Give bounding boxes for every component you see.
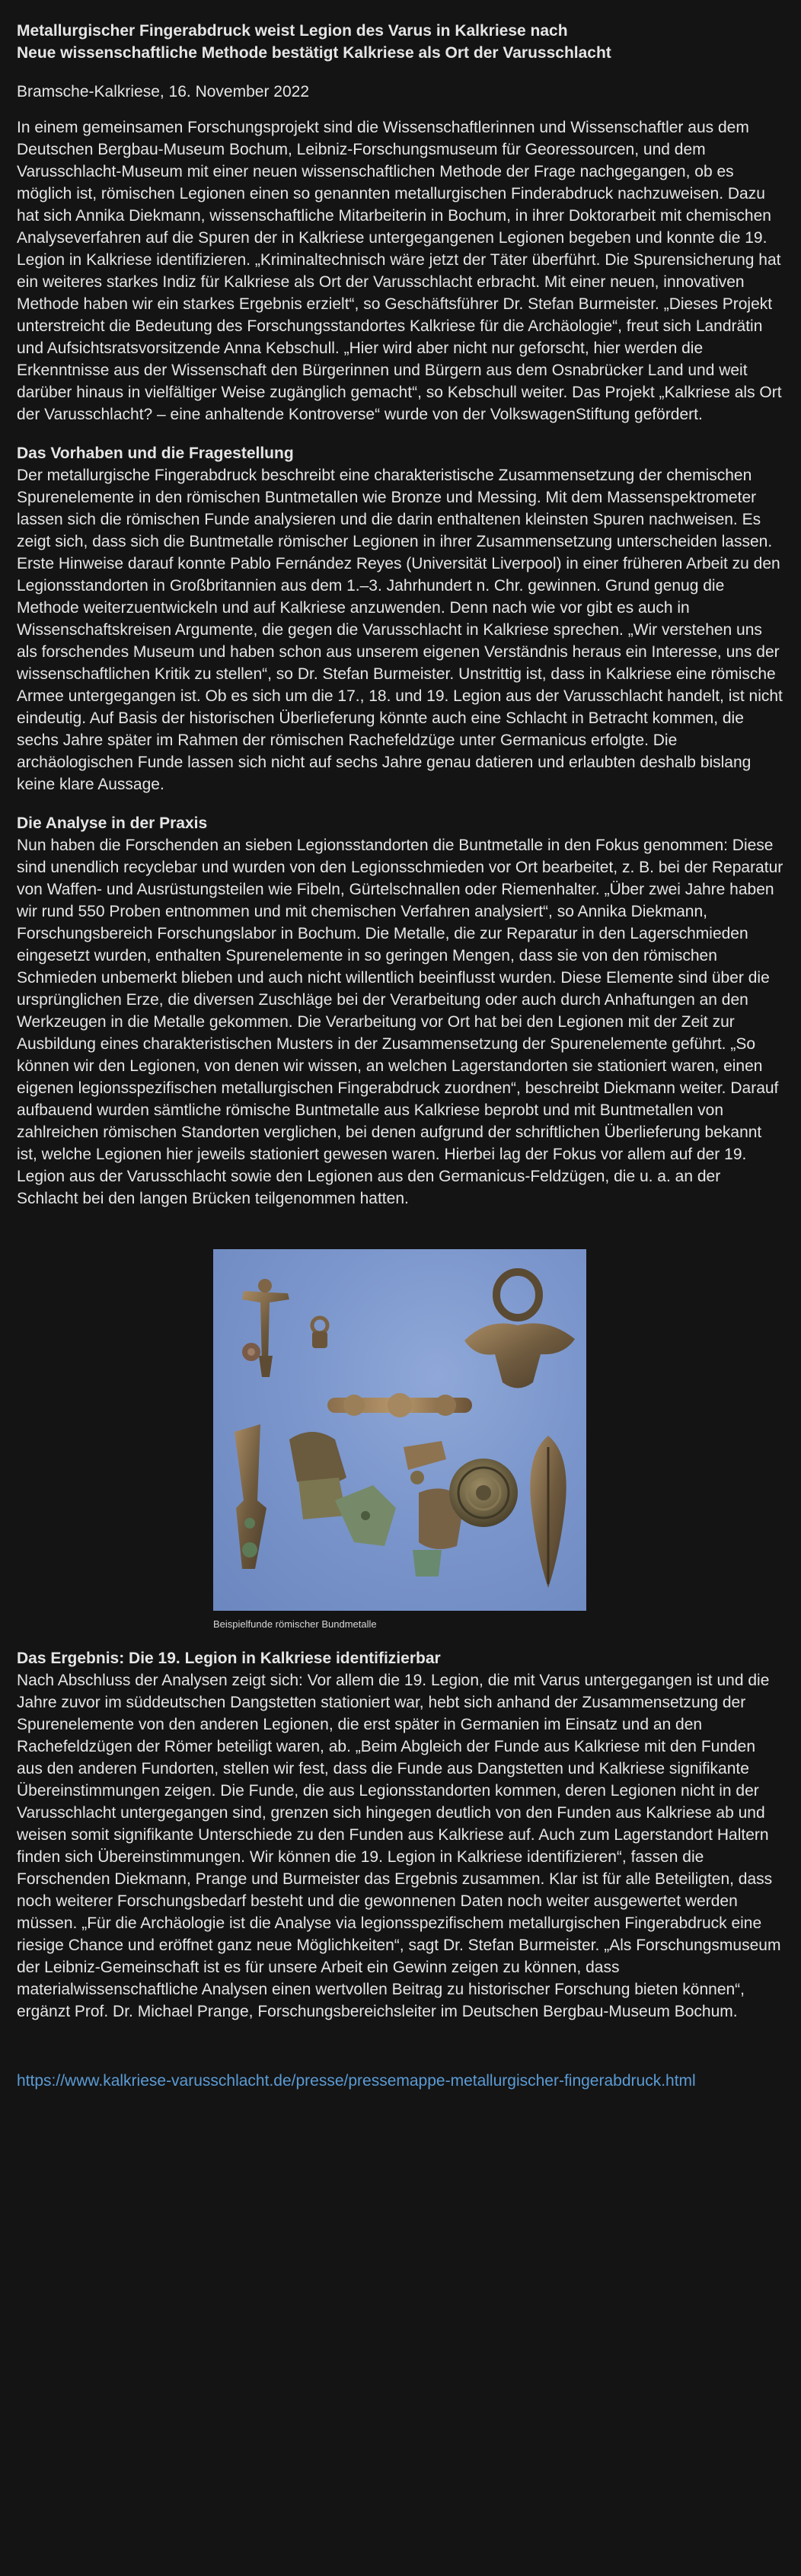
fibula-artifact xyxy=(242,1279,289,1377)
section-heading: Das Vorhaben und die Fragestellung xyxy=(17,445,294,462)
dateline: Bramsche-Kalkriese, 16. November 2022 xyxy=(17,83,310,100)
pendant-artifact xyxy=(464,1272,575,1388)
roman-bronze-artifacts-illustration xyxy=(213,1249,586,1611)
source-link[interactable]: https://www.kalkriese-varusschlacht.de/presse/pressemappe-metallurgischer-fingerabdruck.html xyxy=(17,2072,696,2090)
disc-brooch-artifact xyxy=(449,1459,518,1527)
subheadline: Neue wissenschaftliche Methode bestätigt Kalkriese als Ort der Varusschlacht xyxy=(17,44,611,62)
ring-artifact xyxy=(312,1318,327,1348)
figure-caption: Beispielfunde römischer Bundmetalle xyxy=(213,1618,377,1630)
section-paragraph: Nun haben die Forschenden an sieben Legionsstandorten die Buntmetalle in den Fokus genommen: Diese sind unendlich recyclebar und wurden von den Legionsschmieden vor Ort bearbeitet, z. B. bei der Reparatur von Waffen- und Ausrüstungsteilen wie Fibeln, Gürtelschnallen oder Riemenhalter. „Über zwei Jahre haben wir rund 550 Proben entnommen und mit chemischen Verfahren analysiert“, so Annika Diekmann, Forschungsbereich Forschungslabor in Bochum. Die Metalle, die zur Reparatur in den Lagerschmieden eingesetzt wurden, enthalten Spurenelemente in so geringen Mengen, dass sie von den römischen Schmieden unbemerkt blieben und auch nicht willentlich beeinflusst wurden. Diese Elemente sind über die ursprünglichen Erze, die diversen Zuschläge bei der Verarbeitung oder auch durch Anhaftungen an den Werkzeugen in die Metalle gekommen. Die Verarbeitung vor Ort hat bei den Legionen mit der Zeit zur Ausbildung eines charakteristischen Musters in der Zusammensetzung der Spurenelemente geführt. „So können wir den Legionen, von denen wir wissen, an welchen Lagerstandorten sie stationiert waren, einen eigenen legionsspezifischen metallurgischen Fingerabdruck zuordnen“, beschreibt Diekmann weiter. Darauf aufbauend wurden sämtliche römische Buntmetalle aus Kalkriese beprobt und mit Buntmetallen von zahlreichen römischen Standorten verglichen, bei denen aufgrund der schriftlichen Überlieferung bekannt ist, welche Legionen hier jeweils stationiert gewesen waren. Hierbei lag der Fokus vor allem auf der 19. Legion aus der Varusschlacht sowie den Legionen aus den Germanicus-Feldzügen, die u. a. an der Schlacht bei den langen Brücken teilgenommen hatten. xyxy=(17,837,783,1207)
headline: Metallurgischer Fingerabdruck weist Legion des Varus in Kalkriese nach xyxy=(17,22,568,40)
section-ergebnis xyxy=(17,1647,784,2023)
belt-plate-artifact xyxy=(335,1485,396,1546)
rosette-artifact xyxy=(242,1343,260,1361)
section-heading: Das Ergebnis: Die 19. Legion in Kalkriese identifizierbar xyxy=(17,1650,441,1667)
rivet-artifact xyxy=(404,1441,446,1484)
figure xyxy=(213,1249,586,1631)
artifact-photo xyxy=(213,1249,586,1611)
header xyxy=(17,20,784,103)
section-heading: Die Analyse in der Praxis xyxy=(17,815,208,832)
scabbard-fitting-artifact xyxy=(235,1424,266,1569)
section-paragraph: Nach Abschluss der Analysen zeigt sich: Vor allem die 19. Legion, die mit Varus untergegangen ist und die Jahre zuvor im süddeutschen Dangstetten stationiert war, hebt sich anhand der Zusammensetzung der Spurenelemente von den anderen Legionen, die erst später in Germanien im Einsatz und an den Rachefeldzügen der Römer beteiligt waren, ab. „Beim Abgleich der Funde aus Kalkriese mit den Funden aus den anderen Fundorten, stellen wir fest, dass die Funde aus Dangstetten und Kalkriese signifikante Übereinstimmungen zeigen. Die Funde, die aus Legionsstandorten kommen, deren Legionen nicht in der Varusschlacht untergegangen sind, grenzen sich hingegen deutlich von den Funden aus Kalkriese ab und weisen somit signifikante Unterschiede zu den Funden aus Kalkriese auf. Auch zum Lagerstandort Haltern finden sich Übereinstimmungen. Wir können die 19. Legion in Kalkriese identifizieren“, fassen die Forschenden Diekmann, Prange und Burmeister das Ergebnis zusammen. Klar ist für alle Beteiligten, dass noch weiterer Forschungsbedarf besteht und die gewonnenen Daten noch weiter ausgewertet werden müssen. „Für die Archäologie ist die Analyse via legionsspezifischem metallurgischen Fingerabdruck eine riesige Chance und eröffnet ganz neue Möglichkeiten“, sagt Dr. Stefan Burmeister. „Als Forschungsmuseum der Leibniz-Gemeinschaft ist es für unsere Arbeit ein Gewinn zeigen zu können, dass materialwissenschaftliche Analysen einen wertvollen Beitrag zu historischer Forschung bieten können“, ergänzt Prof. Dr. Michael Prange, Forschungsbereichsleiter im Deutschen Bergbau-Museum Bochum. xyxy=(17,1672,781,2020)
intro-paragraph: In einem gemeinsamen Forschungsprojekt sind die Wissenschaftlerinnen und Wissenschaftler aus dem Deutschen Bergbau-Museum Bochum, Leibniz-Forschungsmuseum für Georessourcen, und dem Varusschlacht-Museum mit einer neuen wissenschaftlichen Methode der Frage nachgegangen, ob es möglich ist, römischen Legionen einen so genannten metallurgischen Finderabdruck nachzuweisen. Dazu hat sich Annika Diekmann, wissenschaftliche Mitarbeiterin in Bochum, in ihrer Doktorarbeit mit chemischen Analyseverfahren auf die Spuren der in Kalkriese untergegangenen Legionen begeben und konnte die 19. Legion in Kalkriese identifizieren. „Kriminaltechnisch wäre jetzt der Täter überführt. Die Spurensicherung hat ein weiteres starkes Indiz für Kalkriese als Ort der Varusschlacht erbracht. Mit einer neuen, innovativen Methode haben wir ein starkes Ergebnis erzielt“, so Geschäftsführer Dr. Stefan Burmeister. „Dieses Projekt unterstreicht die Bedeutung des Forschungsstandortes Kalkriese für die Archäologie“, freut sich Landrätin und Aufsichtsratsvorsitzende Anna Kebschull. „Hier wird aber nicht nur geforscht, hier werden die Erkenntnisse aus der Wissenschaft den Bürgerinnen und Bürgern aus dem Osnabrücker Land und weit darüber hinaus in vielfältiger Weise zugänglich gemacht“, so Kebschull weiter. Das Projekt „Kalkriese als Ort der Varusschlacht? – eine anhaltende Kontroverse“ wurde von der VolkswagenStiftung gefördert. xyxy=(17,119,782,423)
section-vorhaben xyxy=(17,442,784,795)
strap-fitting-artifact xyxy=(327,1393,472,1417)
leaf-pendant-artifact xyxy=(530,1436,566,1588)
section-paragraph: Der metallurgische Fingerabdruck beschreibt eine charakteristische Zusammensetzung der chemischen Spurenelemente in den römischen Buntmetallen wie Bronze und Messing. Mit dem Massenspektrometer lassen sich die römischen Funde analysieren und die darin enthaltenen kleinsten Spuren nachweisen. Es zeigt sich, dass sich die Buntmetalle römischer Legionen in ihrer Zusammensetzung unterscheiden lassen. Erste Hinweise darauf konnte Pablo Fernández Reyes (Universität Liverpool) in einer früheren Arbeit zu den Legionsstandorten in Großbritannien aus dem 1.–3. Jahrhundert n. Chr. gewinnen. Grund genug die Methode weiterzuentwickeln und auf Kalkriese anzuwenden. Denn nach wie vor gibt es auch in Wissenschaftskreisen Argumente, die gegen die Varusschlacht in Kalkriese sprechen. „Wir verstehen uns als forschendes Museum und haben schon aus unserem eigenen Verständnis heraus ein Interesse, uns der wissenschaftlichen Kritik zu stellen“, so Dr. Stefan Burmeister. Unstrittig ist, dass in Kalkriese eine römische Armee untergegangen ist. Ob es sich um die 17., 18. und 19. Legion aus der Varusschlacht handelt, ist nicht eindeutig. Auf Basis der historischen Überlieferung könnte auch eine Schlacht in Betracht kommen, die sechs Jahre später im Rahmen der römischen Rachefeldzüge unter Germanicus erfolgte. Die archäologischen Funde lassen sich nicht auf sechs Jahre genau datieren und erlaubten deshalb bislang keine klare Aussage. xyxy=(17,467,783,793)
section-analyse xyxy=(17,812,784,1210)
